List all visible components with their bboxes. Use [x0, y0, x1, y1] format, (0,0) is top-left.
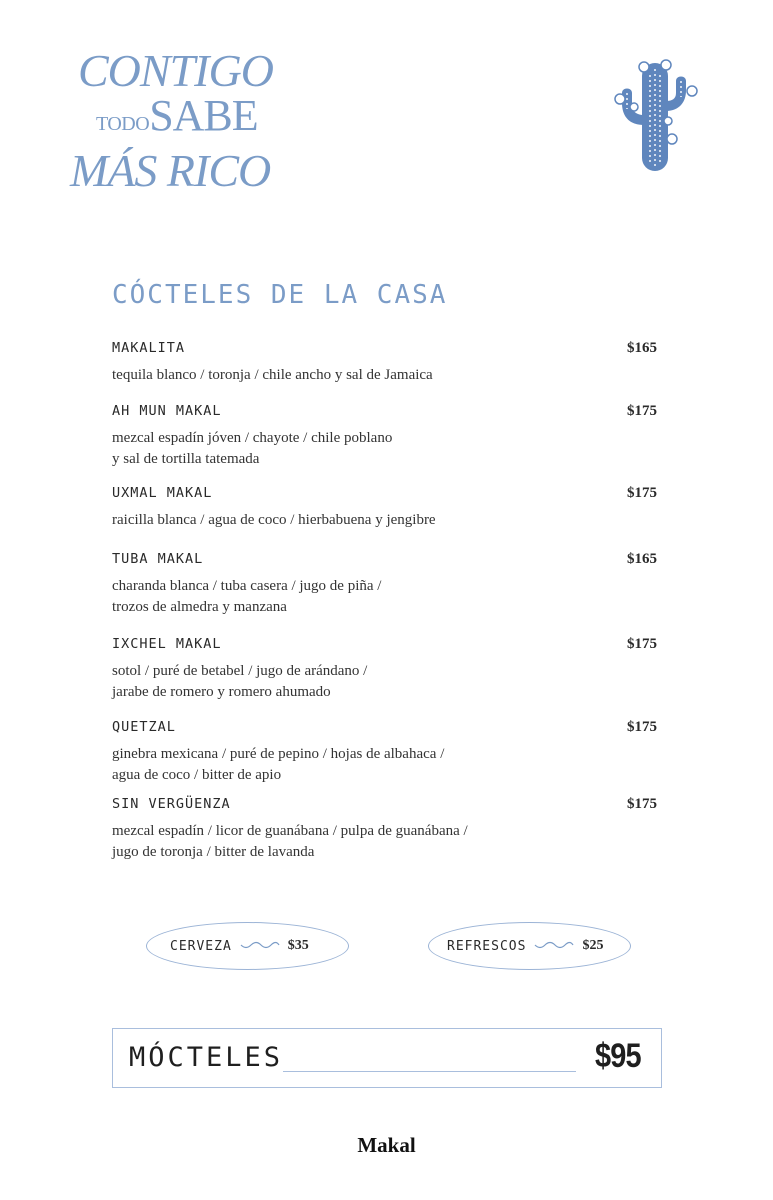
mocteles-label: MÓCTELES — [129, 1042, 284, 1073]
menu-item — [112, 719, 657, 786]
item-price: $165 — [627, 340, 657, 356]
headline-line-3: MÁS RICO — [70, 145, 271, 196]
extra-name: REFRESCOS — [447, 938, 527, 954]
item-price: $165 — [627, 551, 657, 567]
item-name: MAKALITA — [112, 340, 186, 356]
menu-item — [112, 485, 657, 531]
item-price: $175 — [627, 403, 657, 419]
item-description: ginebra mexicana / puré de pepino / hojas de albahaca / agua de coco / bitter de apio — [112, 746, 445, 783]
item-name: IXCHEL MAKAL — [112, 636, 222, 652]
extra-name: CERVEZA — [170, 938, 232, 954]
headline-line-2-big: SABE — [149, 91, 258, 140]
item-name: QUETZAL — [112, 719, 176, 735]
item-price: $175 — [627, 719, 657, 735]
item-name: UXMAL MAKAL — [112, 485, 213, 501]
menu-item — [112, 636, 657, 703]
headline — [70, 45, 290, 196]
menu-item — [112, 551, 657, 618]
item-description: charanda blanca / tuba casera / jugo de piña / trozos de almedra y manzana — [112, 578, 382, 615]
mocteles-box — [112, 1028, 662, 1088]
item-description: mezcal espadín / licor de guanábana / pulpa de guanábana / jugo de toronja / bitter de lavanda — [112, 823, 468, 860]
extra-price: $25 — [582, 938, 604, 953]
item-price: $175 — [627, 796, 657, 812]
cactus-icon — [608, 55, 704, 175]
item-description: tequila blanco / toronja / chile ancho y sal de Jamaica — [112, 367, 433, 383]
extra-price: $35 — [287, 938, 309, 953]
headline-line-2 — [96, 91, 290, 148]
mocteles-divider — [283, 1071, 576, 1072]
headline-line-2-small: TODO — [96, 113, 150, 135]
item-name: SIN VERGÜENZA — [112, 796, 231, 812]
mocteles-price: $95 — [595, 1037, 641, 1075]
menu-item — [112, 796, 657, 863]
extra-cerveza — [146, 922, 349, 970]
headline-line-1: CONTIGO — [78, 45, 273, 96]
extra-refrescos — [428, 922, 631, 970]
item-name: TUBA MAKAL — [112, 551, 204, 567]
brand-logo: Makal — [357, 1133, 416, 1157]
menu-item — [112, 403, 657, 470]
menu-item — [112, 340, 657, 386]
item-description: raicilla blanca / agua de coco / hierbabuena y jengibre — [112, 512, 436, 528]
section-title: CÓCTELES DE LA CASA — [112, 280, 448, 310]
wave-icon — [534, 941, 574, 951]
item-price: $175 — [627, 636, 657, 652]
item-description: sotol / puré de betabel / jugo de arándano / jarabe de romero y romero ahumado — [112, 663, 368, 700]
item-name: AH MUN MAKAL — [112, 403, 222, 419]
item-price: $175 — [627, 485, 657, 501]
wave-icon — [240, 941, 280, 951]
item-description: mezcal espadín jóven / chayote / chile poblano y sal de tortilla tatemada — [112, 430, 393, 467]
